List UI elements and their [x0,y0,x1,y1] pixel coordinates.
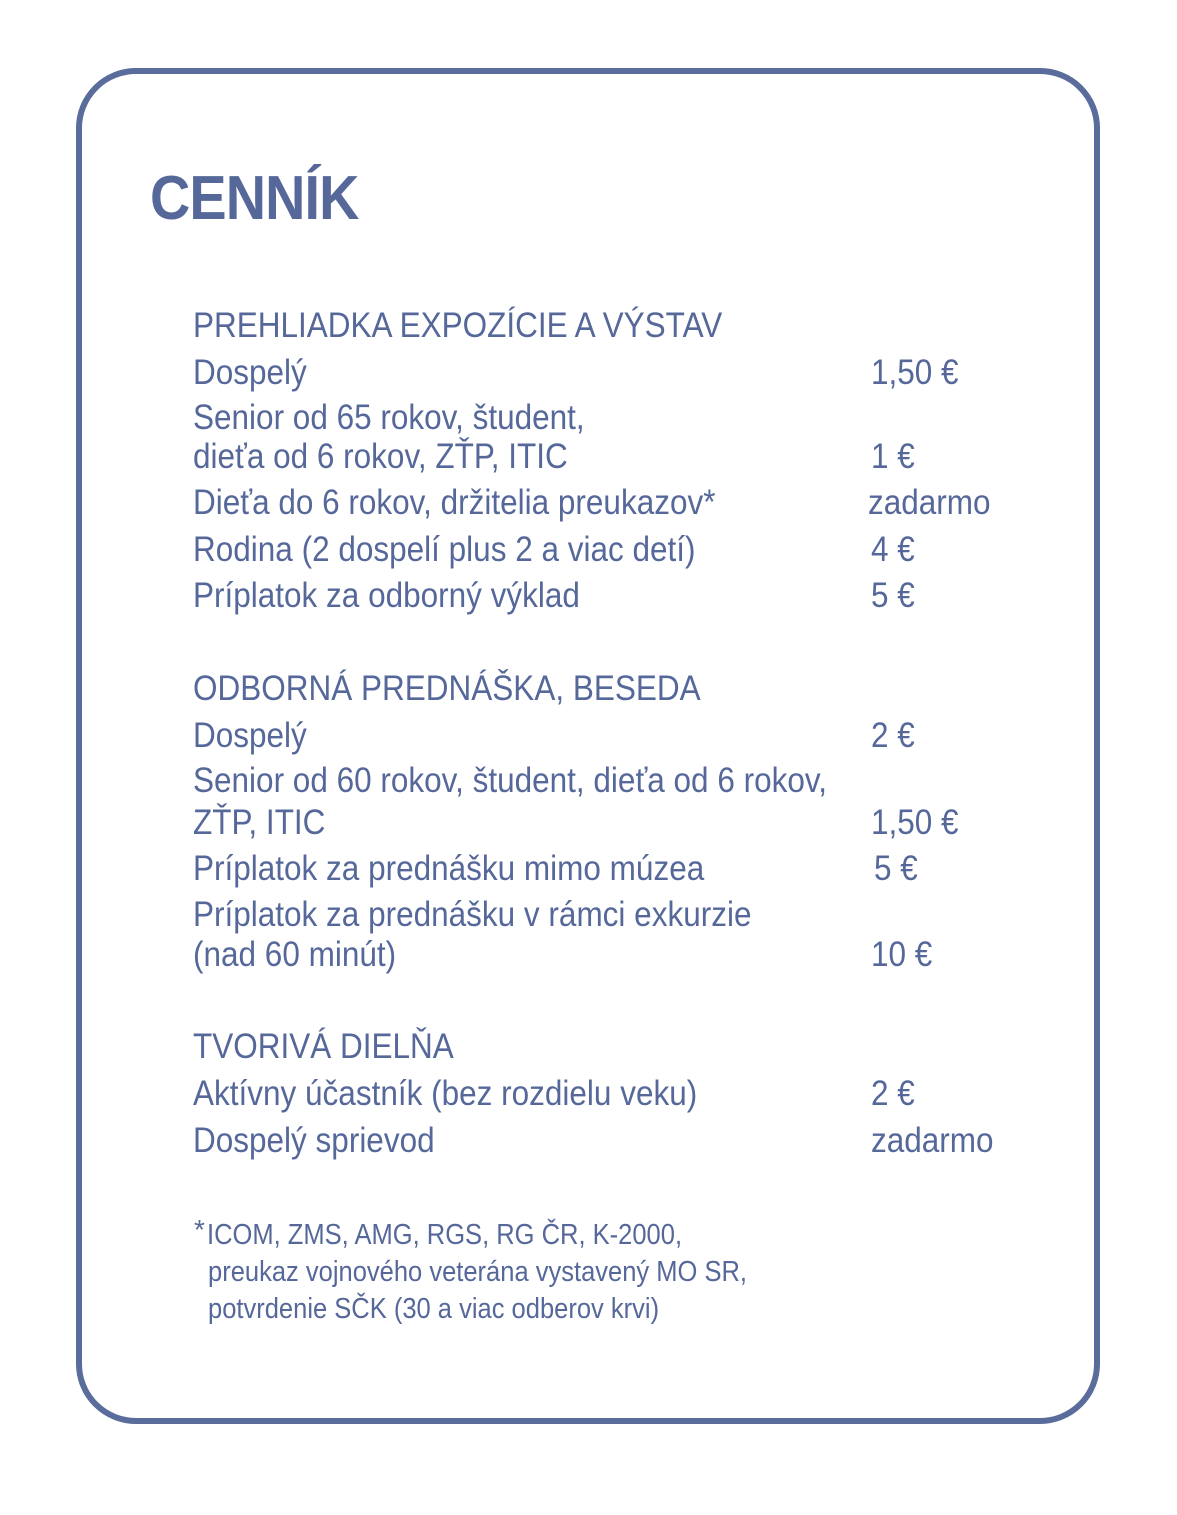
row-price: zadarmo [868,483,991,522]
row-label: Senior od 60 rokov, študent, dieťa od 6 rokov, [193,761,828,800]
row-price: 5 € [874,849,918,888]
row-price: 2 € [871,1074,915,1113]
row-label: Dospelý [193,716,307,755]
row-price: 1,50 € [871,803,959,842]
row-price: zadarmo [871,1121,994,1160]
row-label: Dospelý sprievod [193,1121,435,1160]
row-label: Príplatok za odborný výklad [193,576,580,615]
row-price: 5 € [871,576,915,615]
footnote-line: potvrdenie SČK (30 a viac odberov krvi) [208,1293,660,1325]
row-label-continued: (nad 60 minút) [193,935,397,974]
footnote-line: preukaz vojnového veterána vystavený MO SR, [208,1256,748,1288]
section-heading-tour: PREHLIADKA EXPOZÍCIE A VÝSTAV [193,306,723,345]
row-price: 2 € [871,716,915,755]
footnote-marker: * [194,1214,205,1245]
row-price: 1,50 € [871,353,959,392]
row-price: 1 € [871,437,915,476]
row-label-continued: ZŤP, ITIC [193,803,326,842]
row-label: Dospelý [193,353,307,392]
row-label: Príplatok za prednášku mimo múzea [193,849,705,888]
row-price: 4 € [871,530,915,569]
row-label-continued: dieťa od 6 rokov, ZŤP, ITIC [193,437,568,476]
section-heading-workshop: TVORIVÁ DIELŇA [193,1027,454,1066]
row-label: Aktívny účastník (bez rozdielu veku) [193,1074,698,1113]
footnote-line: ICOM, ZMS, AMG, RGS, RG ČR, K-2000, [207,1219,683,1251]
row-label: Senior od 65 rokov, študent, [193,398,585,437]
page-title: CENNÍK [150,164,359,233]
row-label: Príplatok za prednášku v rámci exkurzie [193,895,752,934]
row-label: Rodina (2 dospelí plus 2 a viac detí) [193,530,696,569]
row-price: 10 € [871,935,933,974]
section-heading-lecture: ODBORNÁ PREDNÁŠKA, BESEDA [193,669,701,708]
row-label: Dieťa do 6 rokov, držitelia preukazov* [193,483,716,522]
